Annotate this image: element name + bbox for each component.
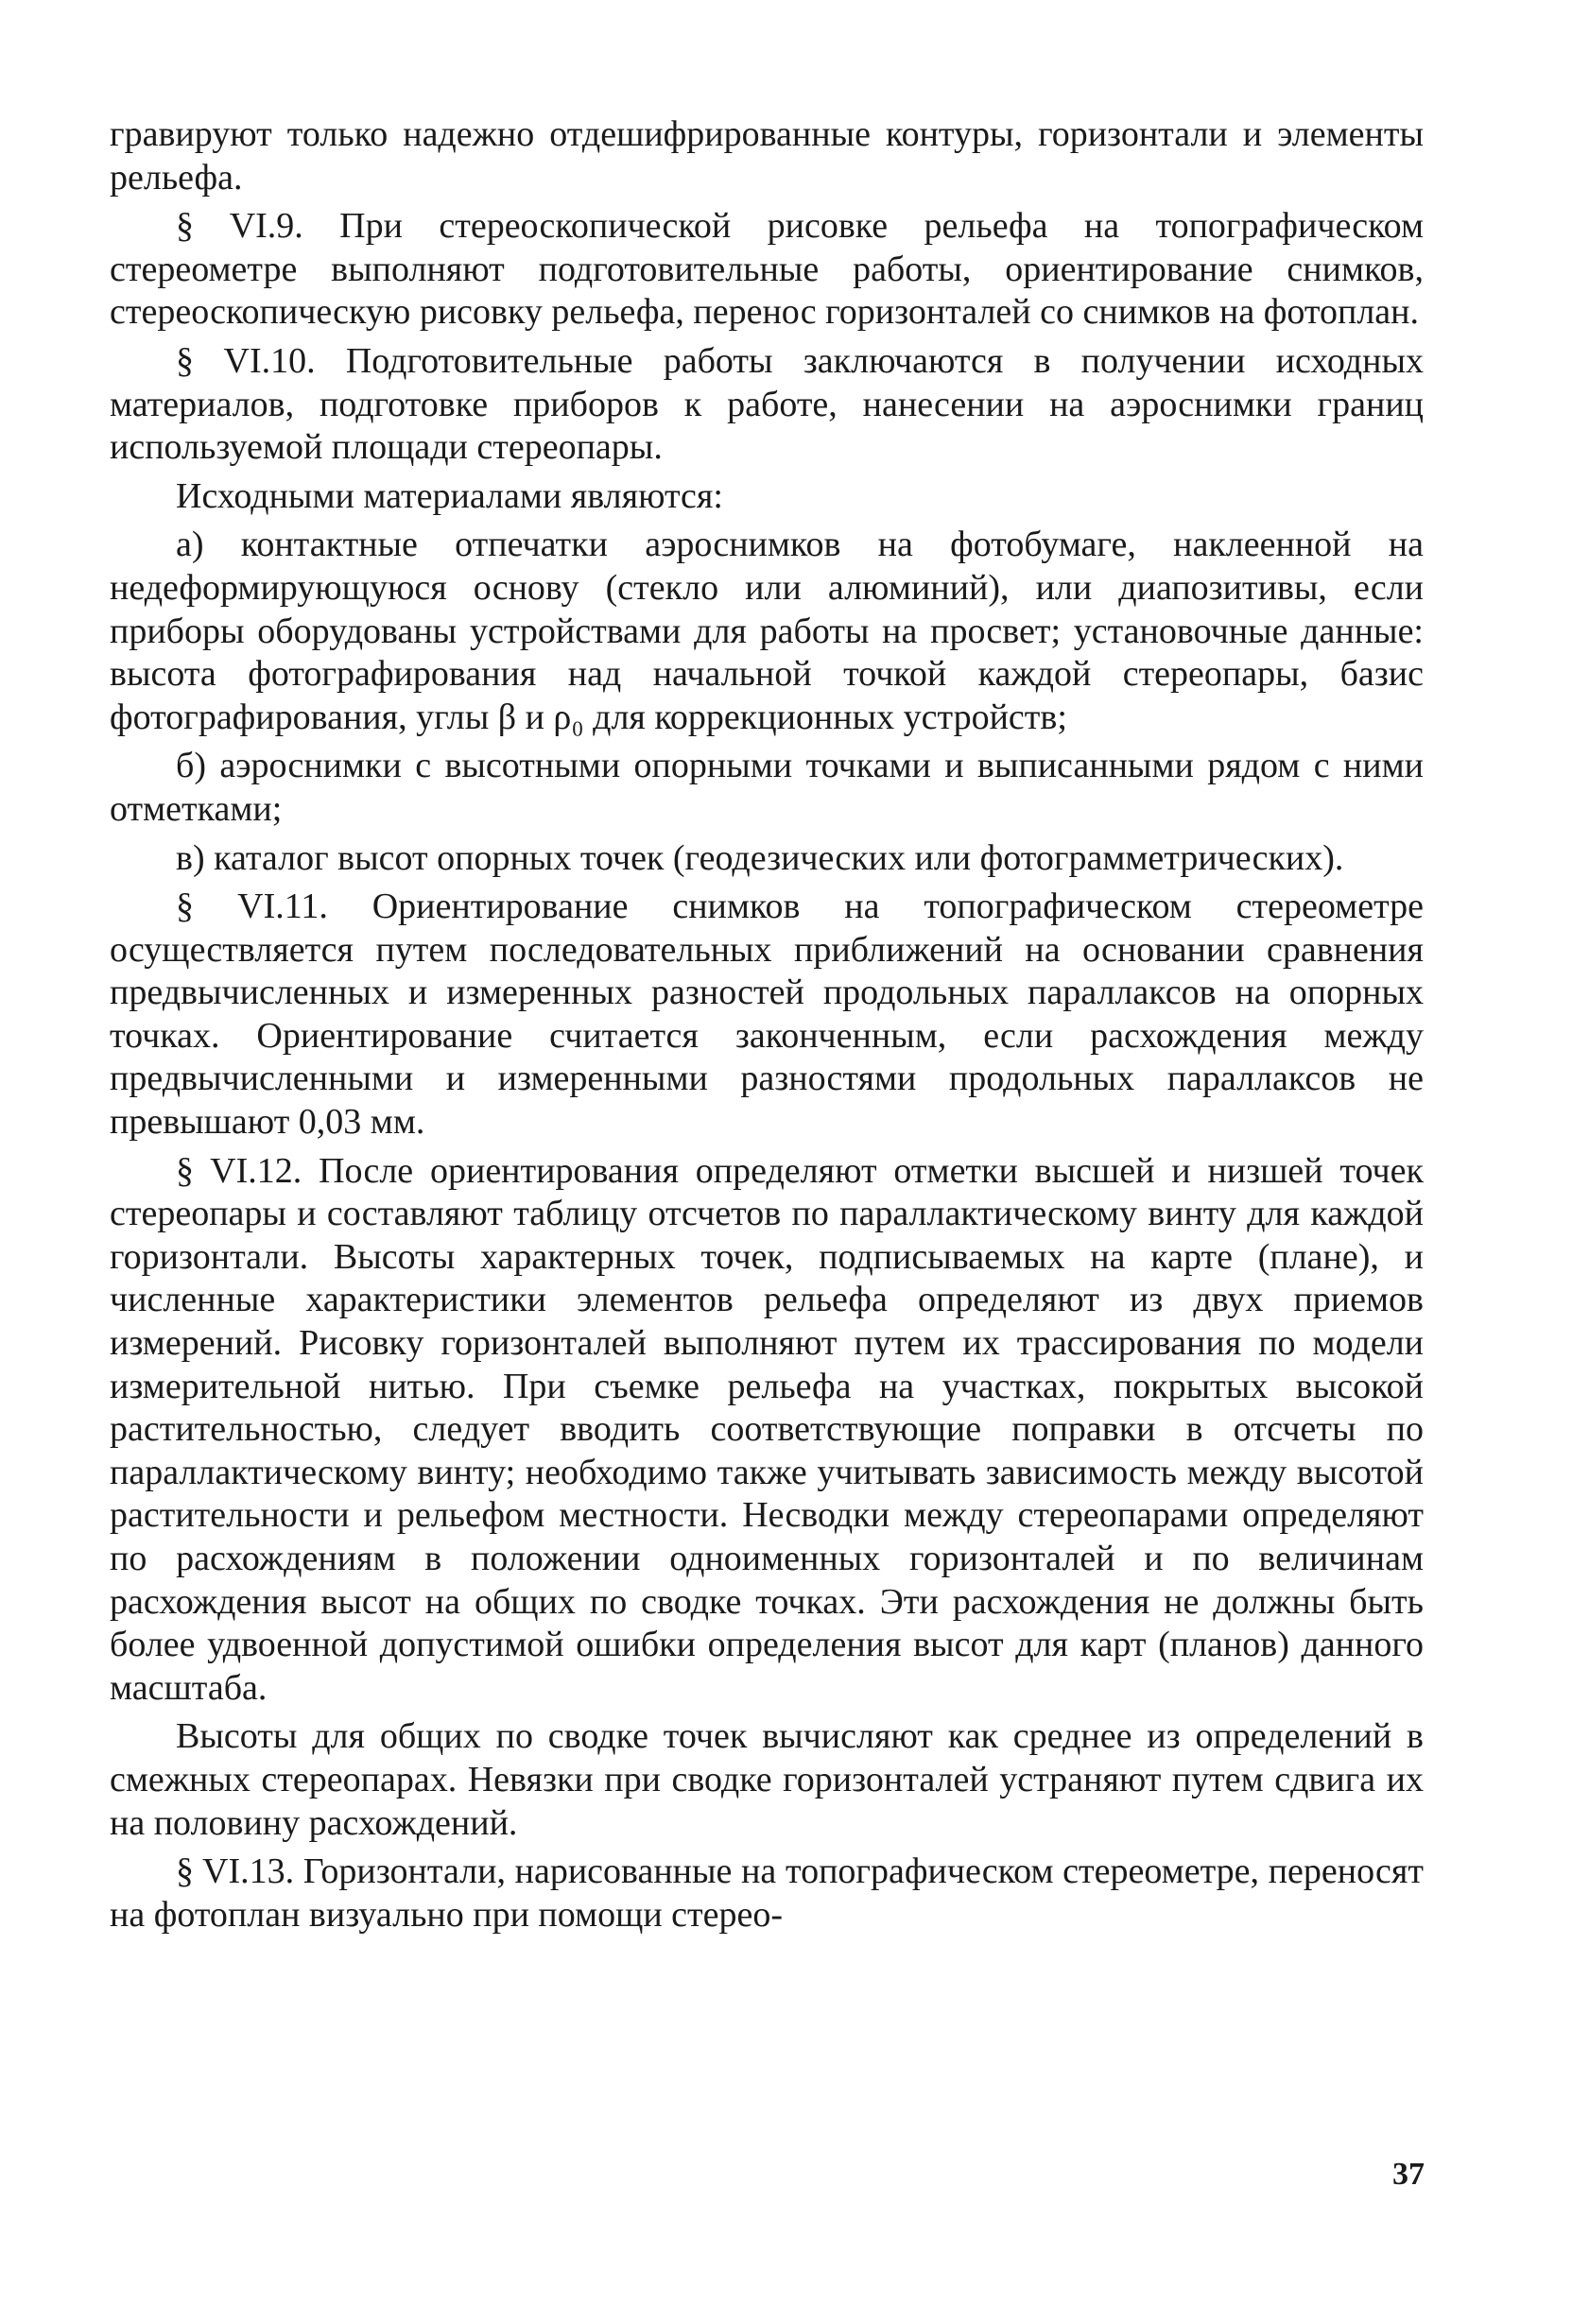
paragraph-section-vi-13: § VI.13. Горизонтали, нарисованные на топографическом стереометре, переносят на фотоплан визуально при помощи стерео- <box>110 1851 1424 1935</box>
document-page <box>110 113 1424 1942</box>
list-item-b: б) аэроснимки с высотными опорными точками и выписанными рядом с ними отметками; <box>110 746 1424 829</box>
list-item-a: а) контактные отпечатки аэроснимков на фотобумаге, наклеенной на недеформирующуюся основу (стекло или алюминий), или диапозитивы, если приборы оборудованы устройствами для работы на просвет; установочные данные: высота фотографирования над начальной точкой каждой стереопары, базис фотографирования, углы β и ρ₀ для коррекционных устройств; <box>110 525 1424 737</box>
paragraph-section-vi-12: § VI.12. После ориентирования определяют отметки высшей и низшей точек стереопары и составляют таблицу отсчетов по параллактическому винту для каждой горизонтали. Высоты характерных точек, подписываемых на карте (плане), и численные характеристики элементов рельефа определяют из двух приемов измерений. Рисовку горизонталей выполняют путем их трассирования по модели измерительной нитью. При съемке рельефа на участках, покрытых высокой растительностью, следует вводить соответствующие поправки в отсчеты по параллактическому винту; необходимо также учитывать зависимость между высотой растительности и рельефом местности. Несводки между стереопарами определяют по расхождениям в положении одноименных горизонталей и по величинам расхождения высот на общих по сводке точках. Эти расхождения не должны быть более удвоенной допустимой ошибки определения высот для карт (планов) данного масштаба. <box>110 1150 1424 1708</box>
page-number: 37 <box>1392 2157 1425 2192</box>
paragraph-section-vi-9: § VI.9. При стереоскопической рисовке рельефа на топографическом стереометре выполняют подготовительные работы, ориентирование снимков, стереоскопическую рисовку рельефа, перенос горизонталей со снимков на фотоплан. <box>110 206 1424 333</box>
paragraph-source-materials-intro: Исходными материалами являются: <box>176 475 723 516</box>
paragraph-continuation: гравируют только надежно отдешифрированные контуры, горизонтали и элементы рельефа. <box>110 114 1424 198</box>
paragraph-section-vi-11: § VI.11. Ориентирование снимков на топографическом стереометре осуществляется путем последовательных приближений на основании сравнения предвычисленных и измеренных разностей продольных параллаксов на опорных точках. Ориентирование считается законченным, если расхождения между предвычисленными и измеренными разностями продольных параллаксов не превышают 0,03 мм. <box>110 887 1424 1143</box>
paragraph-section-vi-10: § VI.10. Подготовительные работы заключаются в получении исходных материалов, подготовке приборов к работе, нанесении на аэроснимки границ используемой площади стереопары. <box>110 340 1424 468</box>
paragraph-heights-averaging: Высоты для общих по сводке точек вычисляют как среднее из определений в смежных стереопарах. Невязки при сводке горизонталей устраняют путем сдвига их на половину расхождений. <box>110 1716 1424 1843</box>
list-item-v: в) каталог высот опорных точек (геодезических или фотограмметрических). <box>176 837 1344 878</box>
